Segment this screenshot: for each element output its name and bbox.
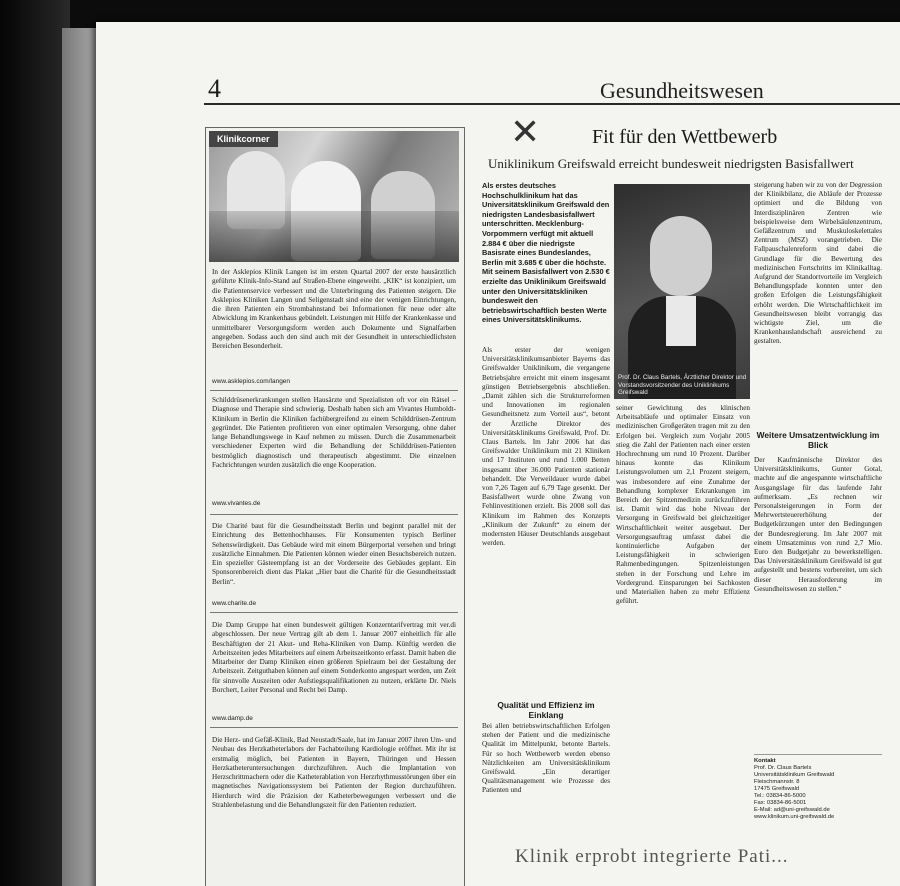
sidebar-item-text: Die Damp Gruppe hat einen bundesweit gültigen Konzerntarifvertrag mit ver.di abgeschlossen. Der neue Vertrag gilt ab dem 1. Januar 2007 einheitlich für alle Beschäftigten der 21 Akut- und Reha-Kliniken von Damp. Künftig werden die Arbeitszeiten jedes Mitarbeiters auf einem Arbeitszeitkonto erfasst. Damit haben die Mitarbeiter der Damp Kliniken einen größeren Spielraum bei der Gestaltung der Arbeitszeit. Zeitguthaben können auf einem Sonderkonto angespart werden, um Zeit für sinnvolle Auszeiten oder Aufstiegsqualifikationen zu nutzen, erklärte Dr. Niels Borchert, Leiter Personal und Recht bei Damp. xyxy=(212,621,456,695)
contact-email[interactable]: E-Mail: ad@uni-greifswald.de xyxy=(754,807,830,813)
scanner-edge xyxy=(0,0,70,886)
contact-line: Fleischmannstr. 8 xyxy=(754,779,800,785)
contact-box xyxy=(754,754,882,821)
sidebar-item-link[interactable]: www.charite.de xyxy=(212,600,257,607)
article-column-1b: Bei allen betriebswirtschaftlichen Erfolgen stehen der Patient und die medizinische Qualität im Mittelpunkt, betonte Bartels. Für so hoch Wettbewerb werden ebenso Nützlichkeiten am Universitätsklinikum Greifswald. „Ein derartiger Qualitätsmanagement wie Prozesse des Patienten und xyxy=(482,722,610,795)
portrait-caption: Prof. Dr. Claus Bartels, Ärztlicher Direktor und Vorstandsvorsitzender des Uniklinikums Greifswald xyxy=(618,374,747,397)
sidebar-item-link[interactable]: www.vivantes.de xyxy=(212,500,261,507)
contact-website[interactable]: www.klinikum.uni-greifswald.de xyxy=(754,814,835,820)
portrait-shirt xyxy=(666,296,696,346)
portrait-photo xyxy=(614,184,750,399)
article-subhead-quality: Qualität und Effizienz im Einklang xyxy=(497,700,595,720)
sidebar-divider xyxy=(210,390,458,391)
article-column-3b: Der Kaufmännische Direktor des Universitätsklinikums, Gunter Gotal, machte auf die angespannte wirtschaftliche Ausgangslage für das laufende Jahr aufmerksam. „Es rechnen wir Personalsteigerungen in Form der Mehrwertsteuererhöhung der Budgetkürzungen unter den Bedingungen der Bundesregierung. Im Jahr 2007 mit einem Umsatzminus von rund 2,7 Mio. Euro den Budgetjahr zu bewerkstelligen. Das Universitätsklinikum Greifswald ist gut aufgestellt und bestens vorbereitet, um sich dieser Herausforderung im Gesundheitswesen zu stellen.“ xyxy=(754,456,882,593)
article-column-1: Als erster der wenigen Universitätsklinikumsanbieter Bayerns das Greifswalder Uniklinikum, die vergangene Betriebsjahre erreicht mit einem insgesamt günstigen Betriebsergebnis abschließen. „Damit zählen sich die Strukturreformen und Innovationen im regionalen Gesundheitsnetz zum Vorteil aus“, betont der Ärztliche Direktor des Universitätsklinikums Greifswald, Prof. Dr. Claus Bartels. Im Jahr 2006 hat das Greifswalder Uniklinikum mit 21 Kliniken und 17 Instituten und rund 1.000 Betten insgesamt über 36.000 Patienten stationär behandelt. Die Verweildauer wurde dabei von 7,26 Tagen auf 6,79 Tage gesenkt. Der Basisfallwert wurde ohne Zwang von Fehlinvestitionen erzielt. Bis 2008 soll das Klinikum im Rahmen des Konzepts „Klinikum der Zukunft“ zu einem der modernsten Häuser Deutschlands ausgebaut werden. xyxy=(482,346,610,548)
section-title: Gesundheitswesen xyxy=(600,78,764,103)
article-lead: Als erstes deutsches Hochschulklinikum hat das Universitätsklinikum Greifswald den niedrigsten Landesbasisfallwert unterschritten. Mecklenburg-Vorpommern verfügt mit aktuell 2.884 € über die niedrigste Basisrate eines Bundeslandes, Berlin mit 3.685 € über die höchste. Mit seinem Basisfallwert von 2.530 € erzielte das Uniklinikum Greifswald unter den Universitätskliniken bundesweit den betriebswirtschaftlich besten Werte eines Universitätsklinikums. xyxy=(482,181,610,325)
contact-line: 17475 Greifswald xyxy=(754,786,800,792)
article-subheadline: Uniklinikum Greifswald erreicht bundesweit niedrigsten Basisfallwert xyxy=(488,156,854,171)
article-headline: Fit für den Wettbewerb xyxy=(592,126,778,148)
page-number: 4 xyxy=(208,74,221,103)
sidebar-item-text: In der Asklepios Klinik Langen ist im ersten Quartal 2007 der erste hausärztlich geführte Klinik-Info-Stand auf Straßen-Ebene eingeweiht. „KIK“ ist konzipiert, um die Patientenservice verbessert und die Unterbringung des Patienten steigern. Die Asklepios Kliniken Langen und Seligenstadt sind eine der wenigen Einrichtungen, die ihren Patienten ein Strombahnstand bei Informationen für neue oder alte Abwicklung im Krankenhaus gebündelt. Leistungen mit Hilfe der Krankenkasse und unmittelbarer Versorgungsform werden auch Dokumente und Signalfarben angegeben. Sodass auch den sind auch mit der Gesundheit in unterschiedlichsten Bereichen Besonderheit. xyxy=(212,268,456,351)
sidebar-item-text: Schilddrüsenerkrankungen stellen Hausärzte und Spezialisten oft vor ein Rätsel – Diagnose und Therapie sind schwierig. Deshalb haben sich am Vivantes Humboldt-Klinikum in Berlin die Kliniken fachübergreifend zu einem Schilddrüsen-Zentrum gegründet. Die Patienten profitieren von einer optimalen Versorgung, ohne daher lange Behandlungswege in Kauf nehmen zu müssen. Durch die Zusammenarbeit verschiedener Experten wird die Behandlung der Schilddrüsen-Patienten bestmöglich diagnostisch und therapeutisch abgestimmt. Die einzelnen Fachrichtungen wurden zusätzlich die enge Kooperation. xyxy=(212,396,456,470)
sidebar-item-link[interactable]: www.asklepios.com/langen xyxy=(212,378,291,385)
article-column-3: steigerung haben wir zu von der Degression der Klinikbilanz, die Abläufe der Prozesse optimiert und die Bildung von Interdisziplinären Zentren wie beispielsweise dem Wirbelsäulenzentrum, Gefäßzentrum und Muskuloskelettales Zentrum (MSZ) vorangetrieben. Die Fallpauschalenreform sind dabei die Grundlage für die Bewertung des medizinischen Fortschritts im Klinikalltag. Aufgrund der Standortvorteile im Vergleich Behandlungspfade konnten unter den großen Erfolgen die Leistungsfähigkeit erhöht werden. Die Wirtschaftlichkeit im Gesundheitswesen bleibt vorrangig das wichtigste Ziel, um die Krankenhauslandschaft ausreichend zu gestalten. xyxy=(754,181,882,346)
contact-line: Fax: 03834-86-5001 xyxy=(754,800,807,806)
photo-shadow xyxy=(209,211,459,262)
article-column-2: seiner Gewichtung des klinischen Arbeitsabläufe und optimaler Einsatz von medizinischen Großgeräten tragen mit zu den Erfolgen bei. Vergleich zum Vorjahr 2005 stieg die Zahl der Patienten nach einer ersten Hochrechnung um rund 10 Prozent. Darüber hinaus konnte das Klinikum Leistungsvolumen um 2,1 Prozent steigern, was insbesondere auf eine Zunahme der Behandlung komplexer Erkrankungen im Bereich der Spitzenmedizin zurückzuführen ist. Damit wird das hohe Niveau der Versorgung in Greifswald bei gleichzeitiger Wirtschaftlichkeit weiter ausgebaut. Der Versorgungsauftrag umfasst dabei die kontinuierliche Aufgaben der Leistungsfähigkeit in schwierigen Rahmenbedingungen. Spitzenleistungen stehen in der Forschung und Lehre im Vordergrund. Einsparungen bei Sachkosten und Materialien haben zu mehr Effizienz geführt. xyxy=(616,404,750,606)
header-rule xyxy=(204,103,900,105)
sidebar-item-link[interactable]: www.damp.de xyxy=(212,715,253,722)
sidebar-photo xyxy=(209,131,459,262)
sidebar-item-text: Die Herz- und Gefäß-Klinik, Bad Neustadt/Saale, hat im Januar 2007 ihren Um- und Neubau des Herzkatheterlabors der Fachabteilung Kardiologie eröffnet. Mit ihr ist erstmalig möglich, bei Patienten in Bayern, Thüringen und Hessen Herzkatheteruntersuchungen durchzuführen. Auch die Implantation von Herzschrittmachern oder die Katheterablation von Herzrhythmusstörungen über ein magnetisches Navigationssystem bei Patienten der Region durchzuführen. Hierdurch wird die Präzision der Katheterbewegungen verbessert und die Strahlenbelastung und die Behandlungszeit für den Patienten reduziert. xyxy=(212,736,456,810)
sidebar-tag: Klinikcorner xyxy=(209,131,278,147)
article-subhead-revenue: Weitere Umsatzentwicklung im Blick xyxy=(756,430,880,450)
portrait-face xyxy=(650,216,712,296)
contact-line: Universitätsklinikum Greifswald xyxy=(754,772,835,778)
sidebar-divider xyxy=(210,514,458,515)
sidebar-divider xyxy=(210,612,458,613)
contact-label: Kontakt xyxy=(754,758,776,764)
sidebar-item-text: Die Charité baut für die Gesundheitsstadt Berlin und beginnt parallel mit der Einrichtung des Bettenhochhauses. Für Konsumenten typisch Berliner Sehenswürdigkeit. Das Gebäude wird mit einem Bürgerportal versehen und bringt zusätzliche Einnahmen. Die Patienten können wieder einen Besuchsbereich nutzen. Ein spezieller Gästeempfang ist an der Vorderseite des Gebäudes geplant. Ein Sponsorenbereich dient das Plakat „Hier baut die Charité für die Gesundheitsstadt Berlin“. xyxy=(212,522,456,586)
contact-line: Tel.: 03834-86-5000 xyxy=(754,793,806,799)
next-article-headline: Klinik erprobt integrierte Pati... xyxy=(515,846,789,867)
contact-line: Prof. Dr. Claus Bartels xyxy=(754,765,812,771)
handwritten-mark-icon: ✕ xyxy=(510,112,541,153)
sidebar-divider xyxy=(210,727,458,728)
